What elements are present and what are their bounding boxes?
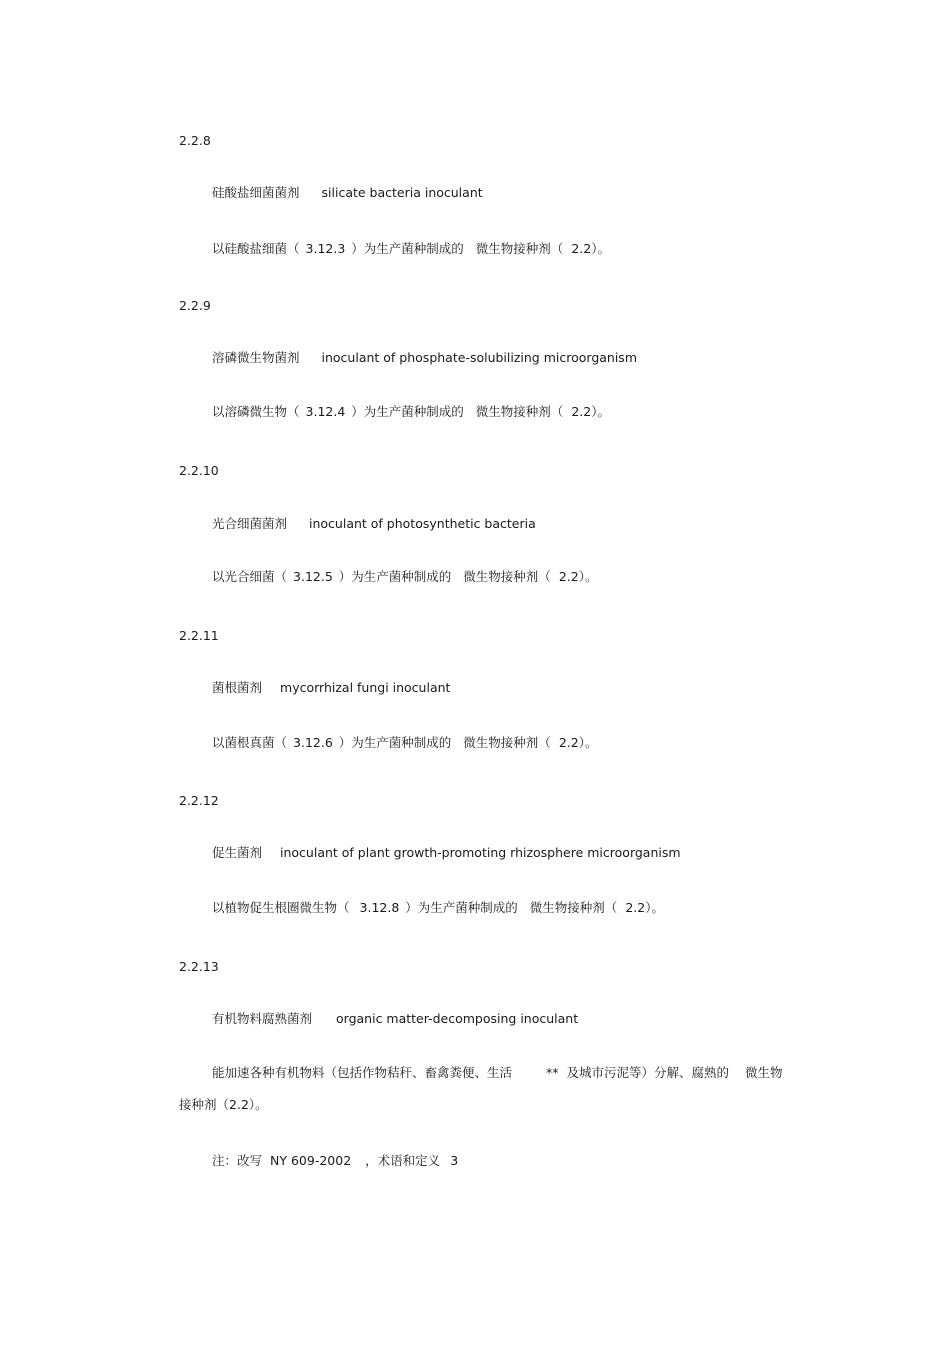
cross-reference: 3.12.4 (305, 404, 346, 419)
definition-line-2: 接种剂（2.2）。 (179, 1097, 268, 1112)
cross-reference: 3.12.3 (305, 241, 346, 256)
clause-number: 2.2.10 (179, 463, 219, 478)
clause-number: 2.2.13 (179, 959, 219, 974)
term-english: silicate bacteria inoculant (321, 185, 483, 200)
term-chinese: 硅酸盐细菌菌剂 (212, 185, 300, 200)
term-heading (212, 680, 450, 696)
clause-number: 2.2.11 (179, 628, 219, 643)
term-english: inoculant of plant growth-promoting rhizosphere microorganism (280, 845, 681, 860)
term-heading (212, 845, 681, 861)
definition: 以光合细菌（ 3.12.5 ）为生产菌种制成的 微生物接种剂（ 2.2）。 (212, 569, 598, 584)
term-heading (212, 1011, 578, 1027)
term-chinese: 光合细菌菌剂 (212, 516, 288, 531)
term-english: inoculant of phosphate-solubilizing microorganism (321, 350, 637, 365)
term-english: organic matter-decomposing inoculant (336, 1011, 579, 1026)
cross-reference: 2.2 (229, 1097, 249, 1112)
cross-reference: 2.2 (571, 404, 592, 419)
definition: 以溶磷微生物（ 3.12.4 ）为生产菌种制成的 微生物接种剂（ 2.2）。 (212, 404, 610, 419)
definition: 以植物促生根圈微生物（ 3.12.8 ）为生产菌种制成的 微生物接种剂（ 2.2）。 (212, 900, 664, 915)
clause-number: 2.2.8 (179, 133, 211, 148)
cross-reference: 3.12.8 (359, 900, 400, 915)
clause-number: 2.2.9 (179, 298, 211, 313)
term-english: mycorrhizal fungi inoculant (280, 680, 451, 695)
term-chinese: 促生菌剂 (212, 845, 263, 860)
note: 注：改写 NY 609-2002 ，术语和定义 3 (212, 1153, 459, 1168)
cross-reference: 2.2 (625, 900, 646, 915)
definition: 以菌根真菌（ 3.12.6 ）为生产菌种制成的 微生物接种剂（ 2.2）。 (212, 735, 598, 750)
term-heading (212, 516, 536, 532)
cross-reference: 3.12.5 (293, 569, 333, 584)
term-english: inoculant of photosynthetic bacteria (309, 516, 536, 531)
term-heading (212, 185, 483, 201)
definition-line-1: 能加速各种有机物料（包括作物秸秆、畜禽粪便、生活 ** 及城市污泥等）分解、腐熟的 微生物 (212, 1065, 783, 1080)
cross-reference: 2.2 (571, 241, 592, 256)
cross-reference: 2.2 (558, 735, 579, 750)
term-heading (212, 350, 637, 366)
clause-number: 2.2.12 (179, 793, 219, 808)
note-label: 注：改写 (212, 1153, 263, 1168)
term-chinese: 溶磷微生物菌剂 (212, 350, 300, 365)
standard-reference: NY 609-2002 (270, 1153, 352, 1168)
cross-reference: 3.12.6 (293, 735, 333, 750)
term-chinese: 有机物料腐熟菌剂 (212, 1011, 313, 1026)
definition: 以硅酸盐细菌（ 3.12.3 ）为生产菌种制成的 微生物接种剂（ 2.2）。 (212, 241, 610, 256)
cross-reference: 2.2 (558, 569, 579, 584)
term-chinese: 菌根菌剂 (212, 680, 263, 695)
